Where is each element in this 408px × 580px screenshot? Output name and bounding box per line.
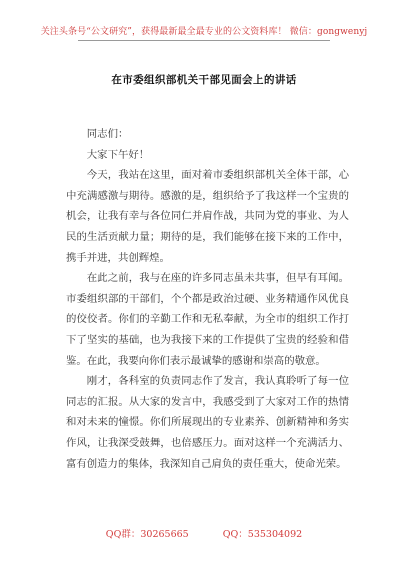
body-paragraph: 在此之前，我与在座的许多同志虽未共事，但早有耳闻。市委组织部的干部们，个个都是政治过硬、业务精通作风优良的佼佼者。你们的辛勤工作和无私奉献，为全市的组织工作打下了坚实的基础，也为我接下来的工作提供了宝贵的经验和借鉴。在此，我要向你们表示最诚挚的感谢和崇高的敬意。 [66, 272, 349, 367]
greeting: 大家下午好！ [86, 148, 150, 161]
footer-qq: QQ：535304092 [222, 529, 303, 540]
document-title: 在市委组织部机关干部见面会上的讲话 [111, 74, 297, 86]
footer-contact [0, 526, 408, 540]
footer-qq-group: QQ群：30265665 [105, 529, 189, 540]
body-paragraph: 刚才，各科室的负责同志作了发言，我认真聆听了每一位同志的汇报。从大家的发言中，我感受到了大家对工作的热情和对未来的憧憬。你们所展现出的专业素养、创新精神和务实作风，让我深受鼓舞，也倍感压力。面对这样一个充满活力、富有创造力的集体，我深知自己肩负的责任重大，使命光荣。 [66, 375, 349, 470]
body-paragraph: 今天，我站在这里，面对着市委组织部机关全体干部，心中充满感激与期待。感激的是，组织给予了我这样一个宝贵的机会，让我有幸与各位同仁并肩作战，共同为党的事业、为人民的生活贡献力量；期待的是，我们能够在接下来的工作中，携手并进，共创辉煌。 [66, 169, 349, 264]
header-banner: 关注头条号“公文研究”，获得最新最全最专业的公文资料库！ 微信：gongwenyj [40, 27, 368, 37]
document-body [66, 124, 349, 474]
header-divider [78, 40, 330, 41]
salutation: 同志们： [86, 128, 129, 140]
